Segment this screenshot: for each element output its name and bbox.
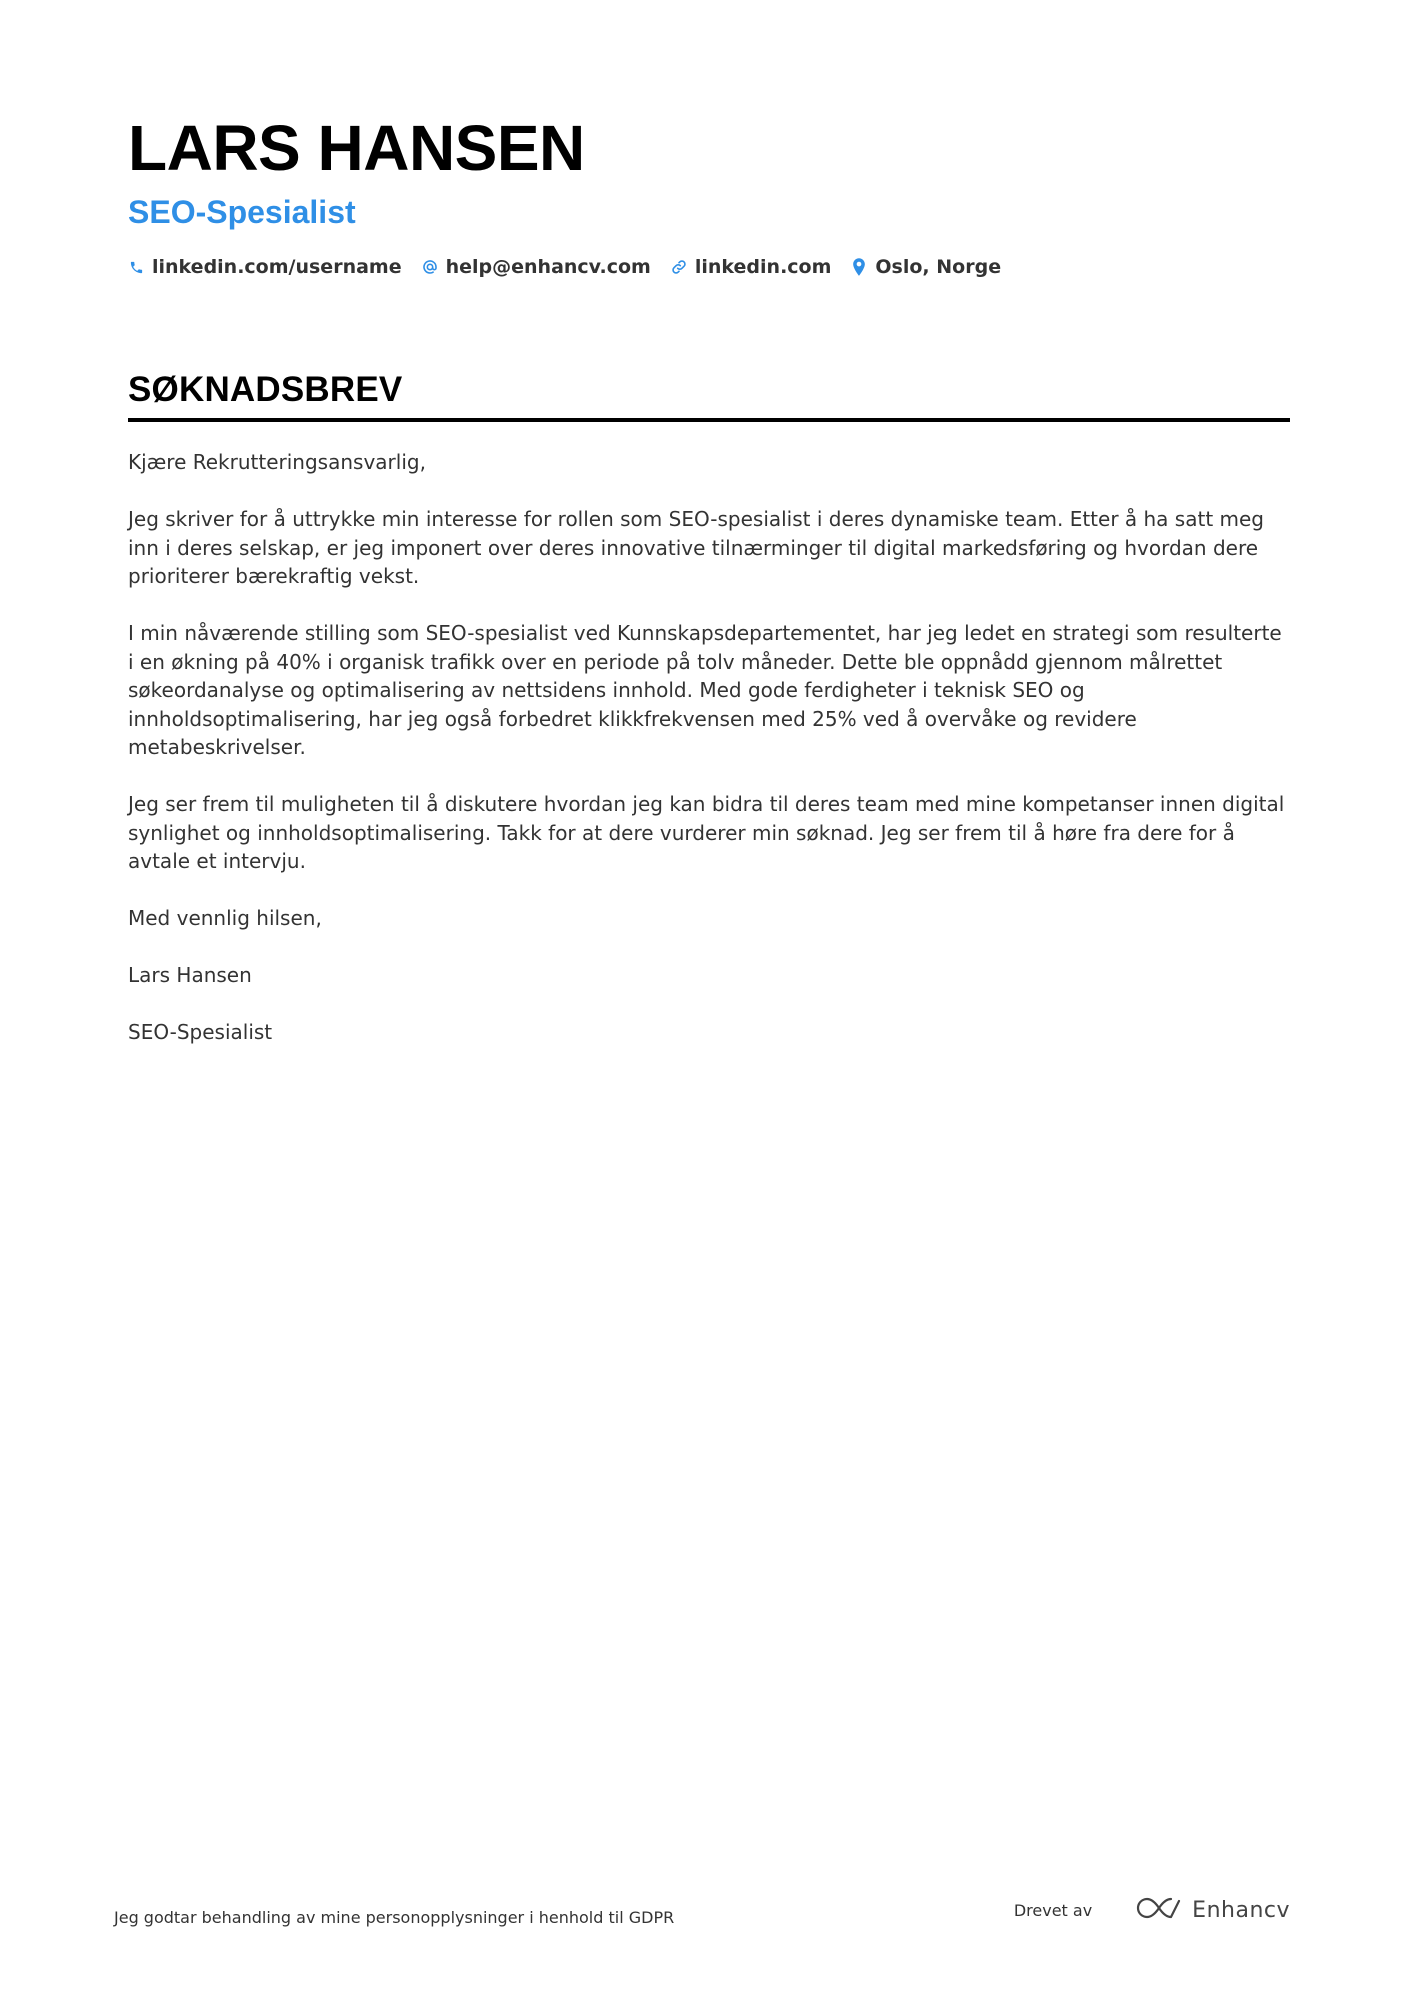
signature-title: SEO-Spesialist: [128, 1020, 273, 1044]
contact-location-text: Oslo, Norge: [875, 256, 1002, 278]
contact-link[interactable]: [671, 256, 832, 278]
contact-location: [851, 256, 1001, 278]
brand-name: Enhancv: [1192, 1897, 1290, 1923]
powered-by-label: Drevet av: [1013, 1900, 1093, 1920]
enhancv-logo[interactable]: [1136, 1896, 1290, 1924]
letter-paragraph-3: Jeg ser frem til muligheten til å diskutere hvordan jeg kan bidra til deres team med mine kompetanser innen digital synlighet og innholdsoptimalisering. Takk for at dere vurderer min søknad. Jeg ser frem til å høre fra dere for å avtale et intervju.: [128, 792, 1285, 873]
signature-name: Lars Hansen: [128, 963, 252, 987]
infinity-icon: [1136, 1896, 1182, 1924]
at-icon: [422, 258, 438, 276]
contact-phone[interactable]: [128, 256, 402, 278]
section-title: SØKNADSBREV: [128, 370, 403, 409]
phone-icon: [128, 258, 144, 276]
contact-email-text: help@enhancv.com: [445, 256, 651, 278]
contact-email[interactable]: [422, 256, 651, 278]
page-footer: [114, 1890, 1290, 1930]
gdpr-consent-text: Jeg godtar behandling av mine personopplysninger i henhold til GDPR: [114, 1907, 675, 1927]
letter-paragraph-1: Jeg skriver for å uttrykke min interesse for rollen som SEO-spesialist i deres dynamiske team. Etter å ha satt meg inn i deres selskap, er jeg imponert over deres innovative tilnærminger til digital markedsføring og hvordan dere prioriterer bærekraftig vekst.: [128, 507, 1264, 588]
candidate-role: SEO-Spesialist: [128, 194, 356, 230]
cover-letter-page: [128, 108, 1290, 1075]
letter-body: [128, 448, 1290, 1047]
contact-bar: [128, 252, 1290, 282]
section-divider: [128, 418, 1290, 422]
letter-closing: Med vennlig hilsen,: [128, 906, 322, 930]
letter-greeting: Kjære Rekrutteringsansvarlig,: [128, 450, 426, 474]
letter-paragraph-2: I min nåværende stilling som SEO-spesialist ved Kunnskapsdepartementet, har jeg ledet en strategi som resulterte i en økning på 40% i organisk trafikk over en periode på tolv måneder. Dette ble oppnådd gjennom målrettet søkeordanalyse og optimalisering av nettsidens innhold. Med gode ferdigheter i teknisk SEO og innholdsoptimalisering, har jeg også forbedret klikkfrekvensen med 25% ved å overvåke og revidere metabeskrivelser.: [128, 621, 1282, 759]
candidate-name: LARS HANSEN: [128, 112, 585, 184]
contact-phone-text: linkedin.com/username: [152, 256, 402, 278]
location-pin-icon: [851, 258, 867, 276]
link-icon: [671, 258, 687, 276]
powered-by: [1014, 1896, 1290, 1924]
contact-link-text: linkedin.com: [694, 256, 832, 278]
